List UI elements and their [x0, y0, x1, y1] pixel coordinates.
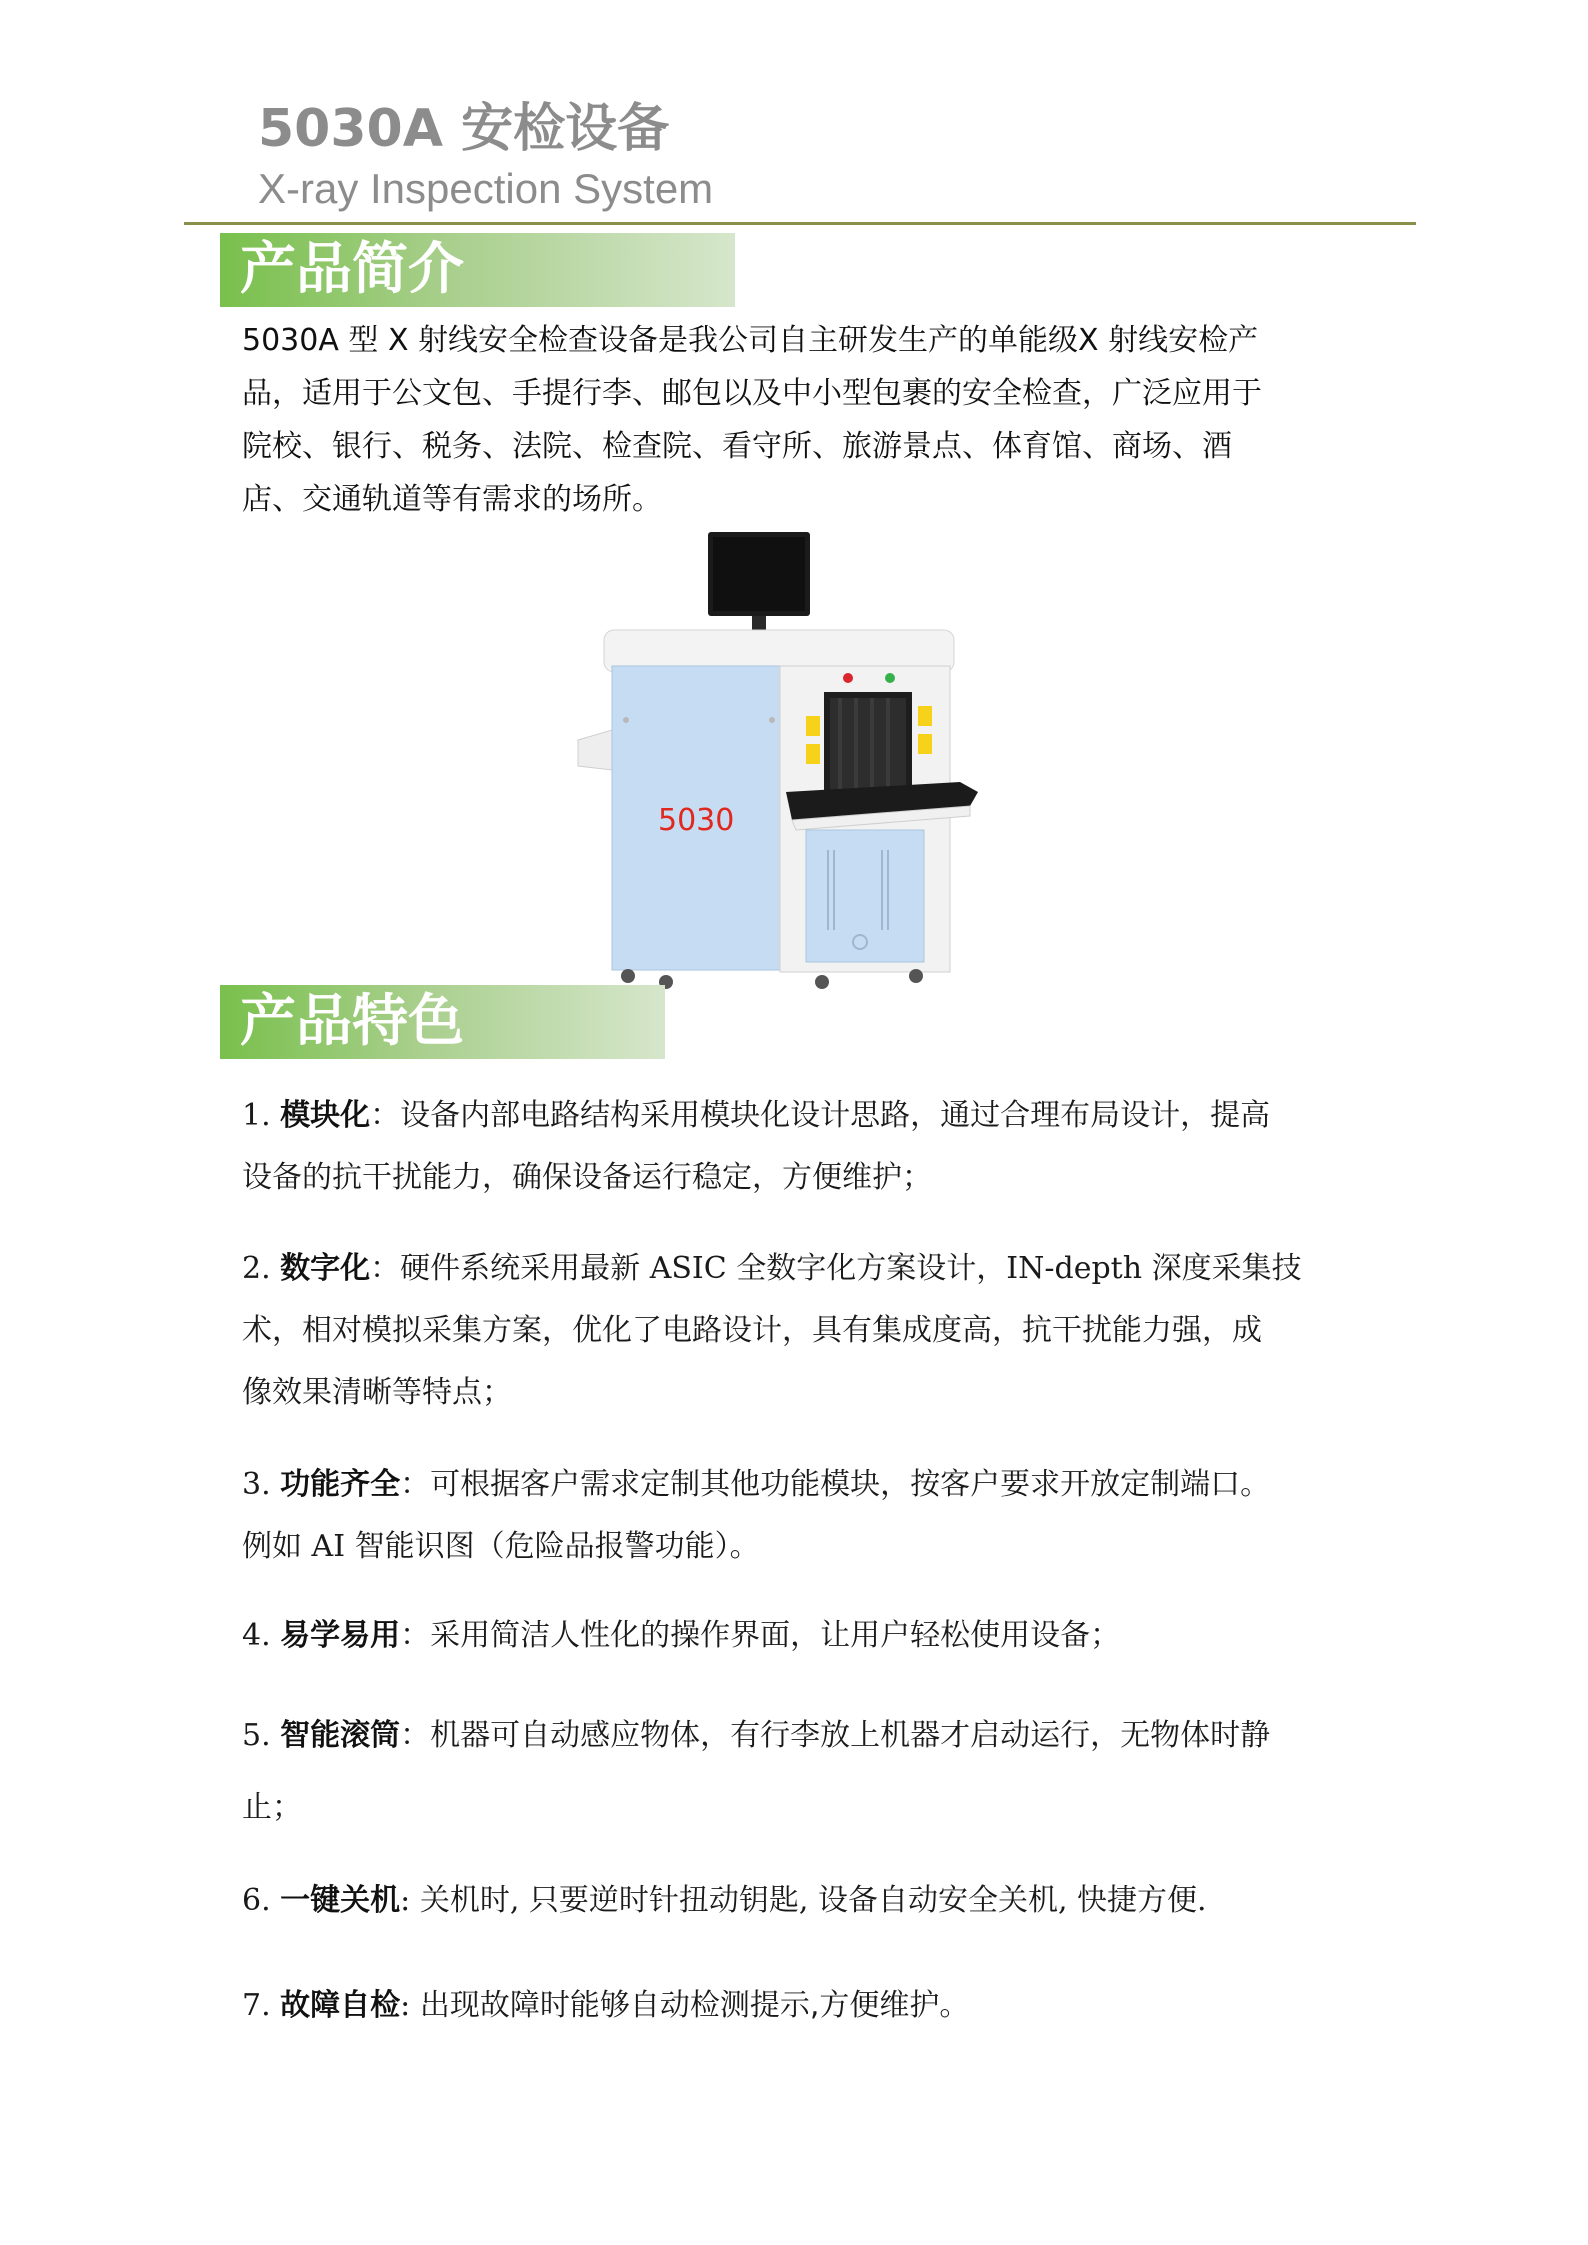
- feature-line: 设备的抗干扰能力，确保设备运行稳定，方便维护；: [242, 1160, 932, 1195]
- feature-title: 模块化: [280, 1098, 371, 1133]
- feature-text: 出现故障时能够自动检测提示,方便维护。: [419, 1988, 970, 2023]
- intro-line: 5030A 型 X 射线安全检查设备是我公司自主研发生产的单能级X 射线安检产: [242, 323, 1259, 358]
- feature-text: 可根据客户需求定制其他功能模块，按客户要求开放定制端口。: [430, 1467, 1271, 1502]
- feature-title: 故障自检: [280, 1988, 401, 2023]
- feature-item-digital: [242, 1238, 1372, 1424]
- feature-separator: ：: [400, 1467, 431, 1502]
- feature-separator: ：: [370, 1098, 401, 1133]
- feature-first-line: [242, 1700, 1372, 1772]
- feature-title: 功能齐全: [280, 1467, 401, 1502]
- feature-separator: :: [400, 1883, 420, 1918]
- feature-title: 数字化: [280, 1251, 371, 1286]
- intro-line: 院校、银行、税务、法院、检查院、看守所、旅游景点、体育馆、商场、酒: [242, 429, 1232, 464]
- feature-line: 例如 AI 智能识图（危险品报警功能）。: [242, 1529, 760, 1564]
- intro-line: 品，适用于公文包、手提行李、邮包以及中小型包裹的安全检查，广泛应用于: [242, 376, 1262, 411]
- feature-line: 像效果清晰等特点；: [242, 1375, 512, 1410]
- section-header-features: [220, 985, 665, 1059]
- feature-line: 止；: [242, 1790, 302, 1825]
- section-title-features: 产品特色: [240, 989, 464, 1054]
- feature-line: 术，相对模拟采集方案，优化了电路设计，具有集成度高，抗干扰能力强，成: [242, 1313, 1262, 1348]
- feature-item-easy-to-use: [242, 1605, 1372, 1667]
- feature-first-line: [242, 1085, 1372, 1147]
- feature-separator: ：: [400, 1618, 431, 1653]
- feature-text: 采用简洁人性化的操作界面，让用户轻松使用设备；: [430, 1618, 1121, 1653]
- feature-title: 一键关机: [280, 1883, 401, 1918]
- intro-line: 店、交通轨道等有需求的场所。: [242, 482, 662, 517]
- feature-text: 设备内部电路结构采用模块化设计思路，通过合理布局设计，提高: [400, 1098, 1271, 1133]
- feature-number: 1.: [242, 1098, 281, 1133]
- feature-number: 4.: [242, 1618, 281, 1653]
- header-divider: [184, 222, 1416, 225]
- feature-first-line: [242, 1238, 1372, 1300]
- section-header-intro: [220, 233, 735, 307]
- feature-item-modular: [242, 1085, 1372, 1209]
- document-title: 5030A 安检设备: [258, 99, 670, 159]
- feature-text: 关机时, 只要逆时针扭动钥匙, 设备自动安全关机, 快捷方便.: [419, 1883, 1207, 1918]
- document-subtitle: X-ray Inspection System: [258, 165, 714, 212]
- feature-number: 2.: [242, 1251, 281, 1286]
- machine-model-label: 5030: [658, 803, 735, 838]
- feature-item-one-key-shutdown: [242, 1870, 1372, 1932]
- feature-first-line: [242, 1870, 1372, 1932]
- product-image: [560, 530, 1040, 990]
- feature-number: 6.: [242, 1883, 281, 1918]
- feature-separator: :: [400, 1988, 420, 2023]
- feature-first-line: [242, 1454, 1372, 1516]
- feature-item-smart-roller: [242, 1700, 1372, 1844]
- feature-separator: ：: [400, 1718, 431, 1753]
- feature-text: 机器可自动感应物体，有行李放上机器才启动运行，无物体时静: [430, 1718, 1271, 1753]
- xray-machine-illustration: [560, 530, 1040, 990]
- feature-text: 硬件系统采用最新 ASIC 全数字化方案设计，IN-depth 深度采集技: [400, 1251, 1302, 1286]
- feature-title: 智能滚筒: [280, 1718, 401, 1753]
- feature-number: 3.: [242, 1467, 281, 1502]
- feature-first-line: [242, 1975, 1372, 2037]
- section-title-intro: 产品简介: [240, 237, 464, 302]
- feature-item-full-functions: [242, 1454, 1372, 1578]
- intro-paragraph: [242, 314, 1342, 526]
- feature-separator: ：: [370, 1251, 401, 1286]
- feature-number: 5.: [242, 1718, 281, 1753]
- feature-number: 7.: [242, 1988, 281, 2023]
- feature-first-line: [242, 1605, 1372, 1667]
- feature-title: 易学易用: [280, 1618, 401, 1653]
- feature-item-self-diagnosis: [242, 1975, 1372, 2037]
